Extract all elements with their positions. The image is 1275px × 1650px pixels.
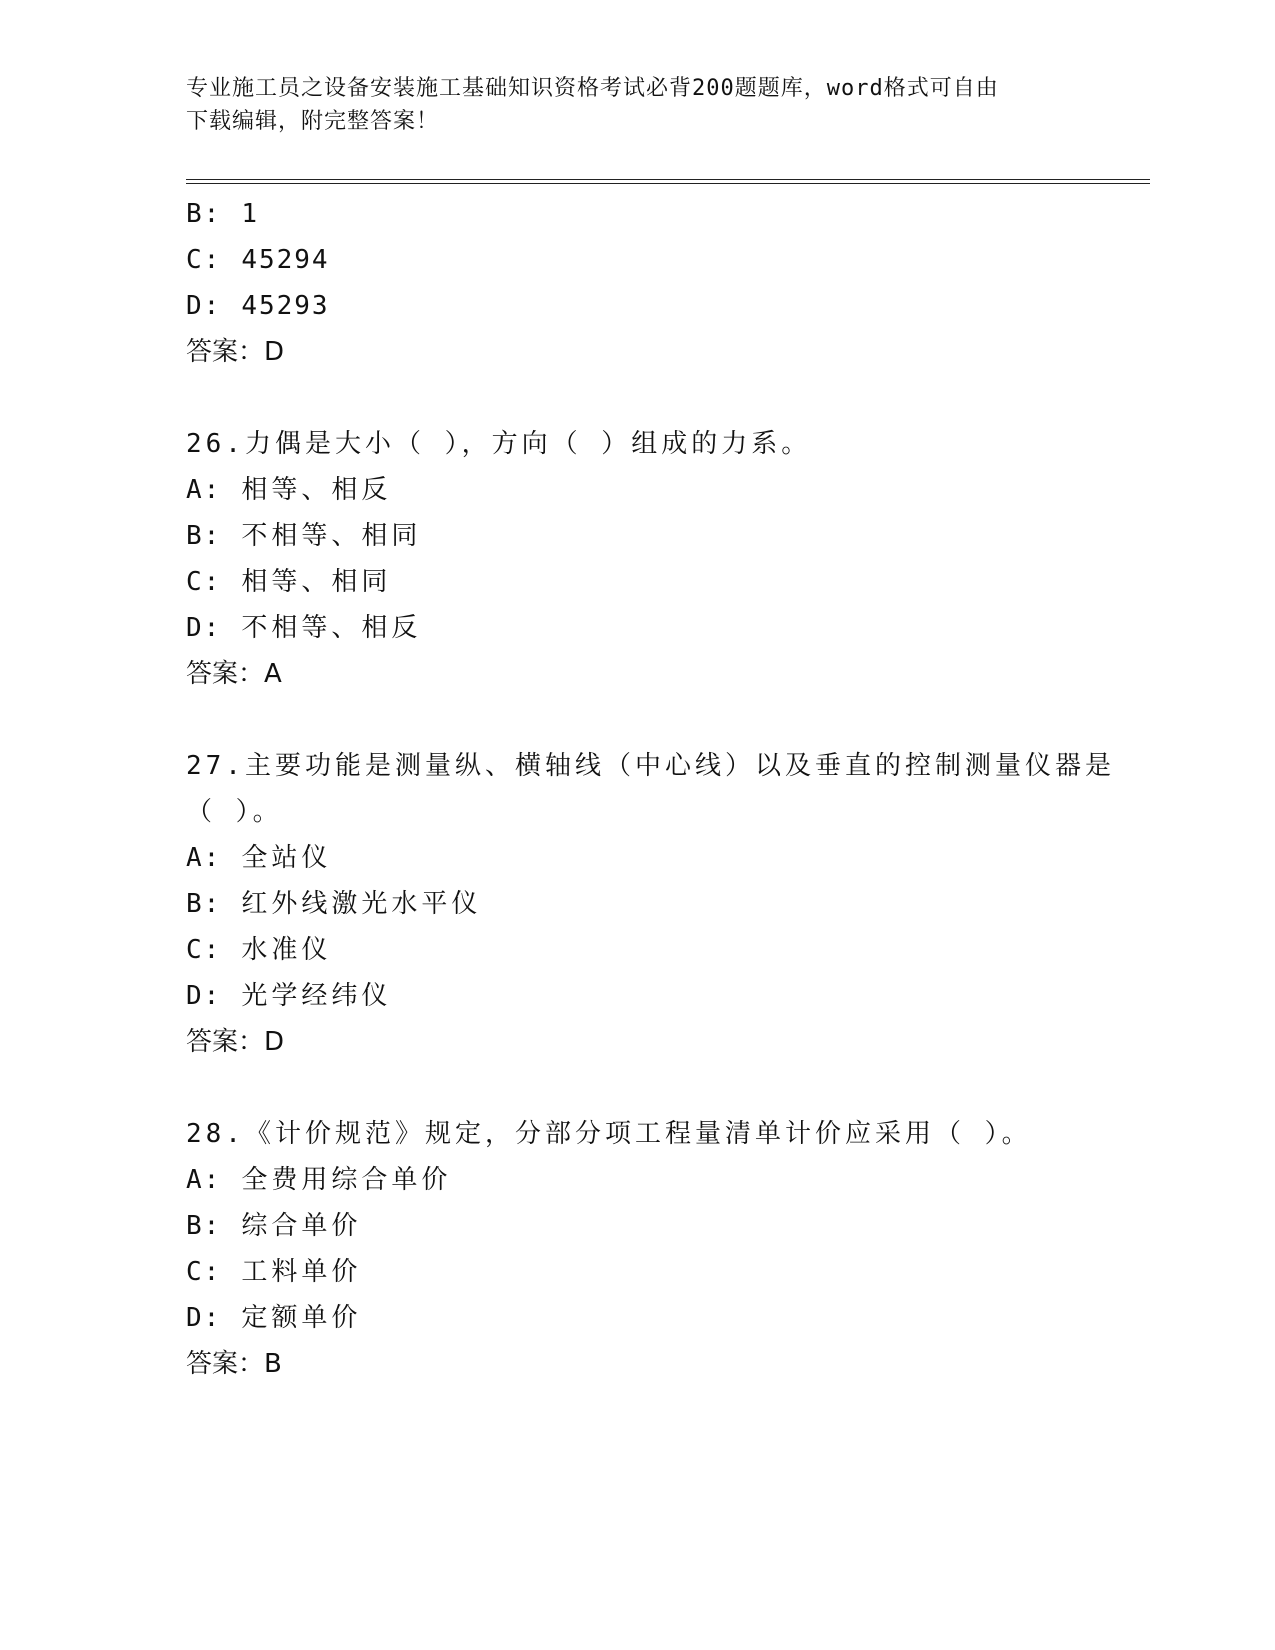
option-b (186, 191, 1150, 237)
option-c (186, 237, 1150, 283)
option-text: 不相等、相反 (241, 613, 422, 643)
option-text: 全站仪 (241, 843, 332, 873)
option-text: 定额单价 (241, 1303, 362, 1333)
answer-line: 答案：B (186, 1349, 282, 1379)
option-text: 光学经纬仪 (241, 981, 392, 1011)
option-b (186, 881, 1150, 927)
answer-line: 答案：D (186, 337, 285, 367)
option-letter: D: (186, 291, 222, 321)
option-text: 1 (241, 199, 259, 229)
question-25-continued (186, 191, 1150, 375)
answer-line: 答案：A (186, 659, 282, 689)
option-letter: B: (186, 199, 222, 229)
option-text: 相等、相同 (241, 567, 392, 597)
option-text: 水准仪 (241, 935, 332, 965)
option-text: 45293 (241, 291, 330, 321)
option-a (186, 1157, 1150, 1203)
question-26 (186, 421, 1150, 697)
option-letter: A: (186, 475, 222, 505)
option-a (186, 467, 1150, 513)
header-divider-bottom (186, 183, 1150, 184)
option-letter: B: (186, 1211, 222, 1241)
option-letter: B: (186, 889, 222, 919)
question-stem: 28.《计价规范》规定，分部分项工程量清单计价应采用（ ）。 (186, 1119, 1032, 1149)
option-text: 综合单价 (241, 1211, 362, 1241)
option-letter: C: (186, 1257, 222, 1287)
answer-line: 答案：D (186, 1027, 285, 1057)
option-a (186, 835, 1150, 881)
header-line-1: 专业施工员之设备安装施工基础知识资格考试必背200题题库，word格式可自由 (186, 76, 999, 101)
option-letter: D: (186, 981, 222, 1011)
option-b (186, 513, 1150, 559)
header-line-2: 下载编辑，附完整答案！ (186, 109, 440, 134)
option-c (186, 1249, 1150, 1295)
option-b (186, 1203, 1150, 1249)
option-text: 不相等、相同 (241, 521, 422, 551)
option-letter: B: (186, 521, 222, 551)
option-letter: C: (186, 935, 222, 965)
option-text: 相等、相反 (241, 475, 392, 505)
option-letter: C: (186, 567, 222, 597)
header-divider-top (186, 179, 1150, 180)
option-text: 全费用综合单价 (241, 1165, 452, 1195)
option-text: 45294 (241, 245, 330, 275)
option-d (186, 1295, 1150, 1341)
option-text: 红外线激光水平仪 (241, 889, 482, 919)
option-letter: C: (186, 245, 222, 275)
option-letter: A: (186, 843, 222, 873)
option-c (186, 927, 1150, 973)
document-header (186, 72, 1086, 138)
option-d (186, 283, 1150, 329)
option-d (186, 605, 1150, 651)
option-letter: D: (186, 613, 222, 643)
question-stem: 27.主要功能是测量纵、横轴线（中心线）以及垂直的控制测量仪器是 (186, 751, 1115, 781)
option-letter: A: (186, 1165, 222, 1195)
question-stem: 26.力偶是大小（ ），方向（ ）组成的力系。 (186, 429, 812, 459)
question-28 (186, 1111, 1150, 1387)
question-stem-continued: （ ）。 (186, 797, 283, 827)
question-27 (186, 743, 1150, 1065)
option-c (186, 559, 1150, 605)
option-d (186, 973, 1150, 1019)
option-text: 工料单价 (241, 1257, 362, 1287)
option-letter: D: (186, 1303, 222, 1333)
question-content (186, 191, 1150, 1387)
